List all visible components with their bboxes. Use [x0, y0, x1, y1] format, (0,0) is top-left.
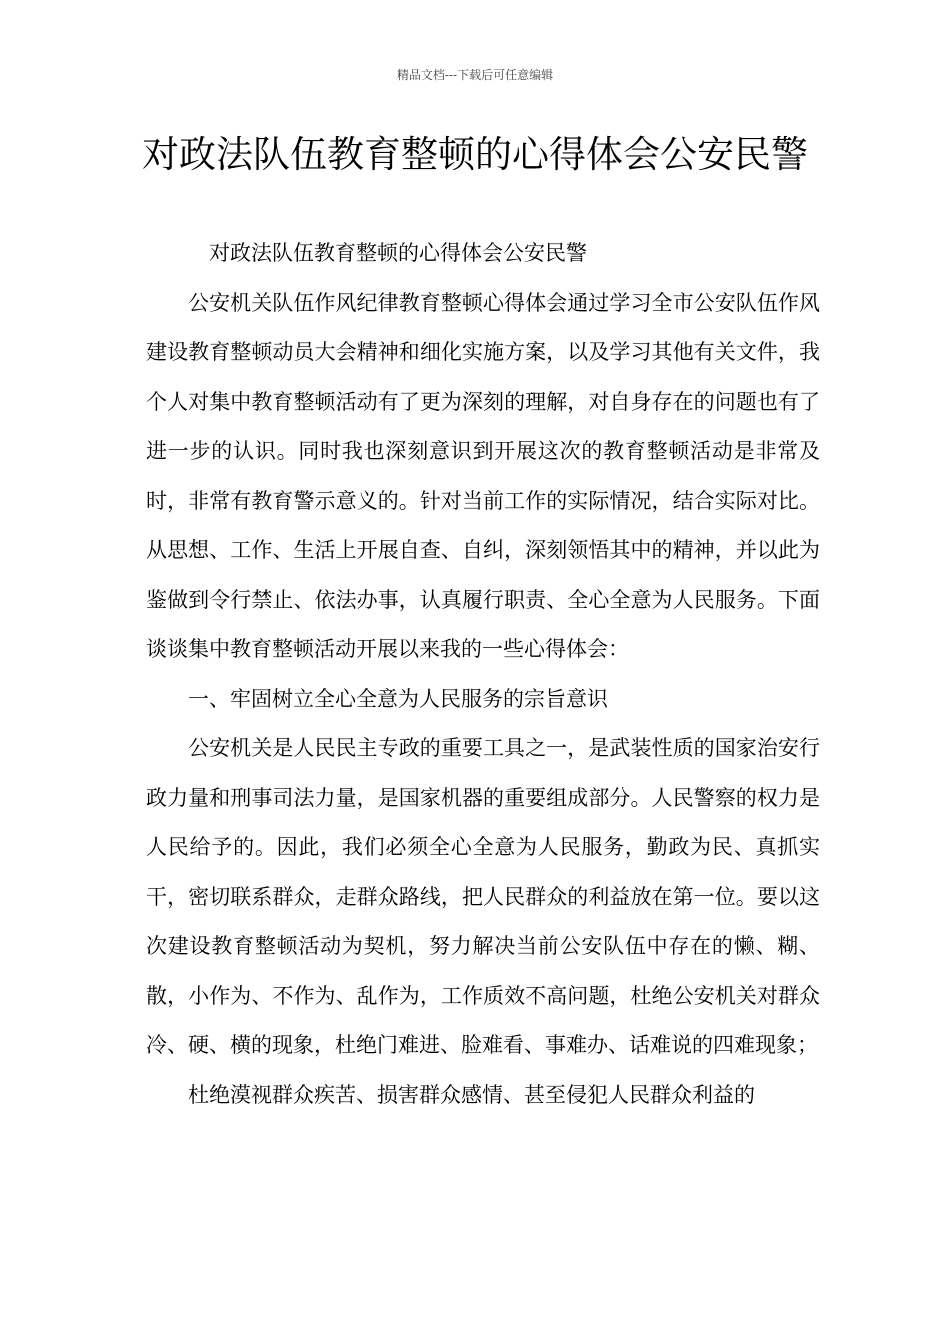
- header-note: 精品文档---下载后可任意编辑: [396, 68, 554, 82]
- document-subtitle: 对政法队伍教育整顿的心得体会公安民警: [209, 241, 587, 265]
- paragraph: 公安机关队伍作风纪律教育整顿心得体会通过学习全市公安队伍作风建设教育整顿动员大会精神和细化实施方案，以及学习其他有关文件，我个人对集中教育整顿活动有了更为深刻的理解，对自身存在的问题也有了进一步的认识。同时我也深刻意识到开展这次的教育整顿活动是非常及时，非常有教育警示意义的。针对当前工作的实际情况，结合实际对比。从思想、工作、生活上开展自查、自纠，深刻领悟其中的精神，并以此为鉴做到令行禁止、依法办事，认真履行职责、全心全意为人民服务。下面谈谈集中教育整顿活动开展以来我的一些心得体会：: [146, 290, 820, 661]
- document-body: [146, 229, 820, 1120]
- paragraph: 公安机关是人民民主专政的重要工具之一，是武装性质的国家治安行政力量和刑事司法力量，是国家机器的重要组成部分。人民警察的权力是人民给予的。因此，我们必须全心全意为人民服务，勤政为民、真抓实干，密切联系群众，走群众路线，把人民群众的利益放在第一位。要以这次建设教育整顿活动为契机，努力解决当前公安队伍中存在的懒、糊、散，小作为、不作为、乱作为，工作质效不高问题，杜绝公安机关对群众冷、硬、横的现象，杜绝门难进、脸难看、事难办、话难说的四难现象；: [146, 736, 820, 1057]
- document-title: 对政法队伍教育整顿的心得体会公安民警: [142, 133, 808, 176]
- paragraph: 杜绝漠视群众疾苦、损害群众感情、甚至侵犯人民群众利益的: [188, 1082, 755, 1107]
- section-heading: 一、牢固树立全心全意为人民服务的宗旨意识: [188, 686, 608, 711]
